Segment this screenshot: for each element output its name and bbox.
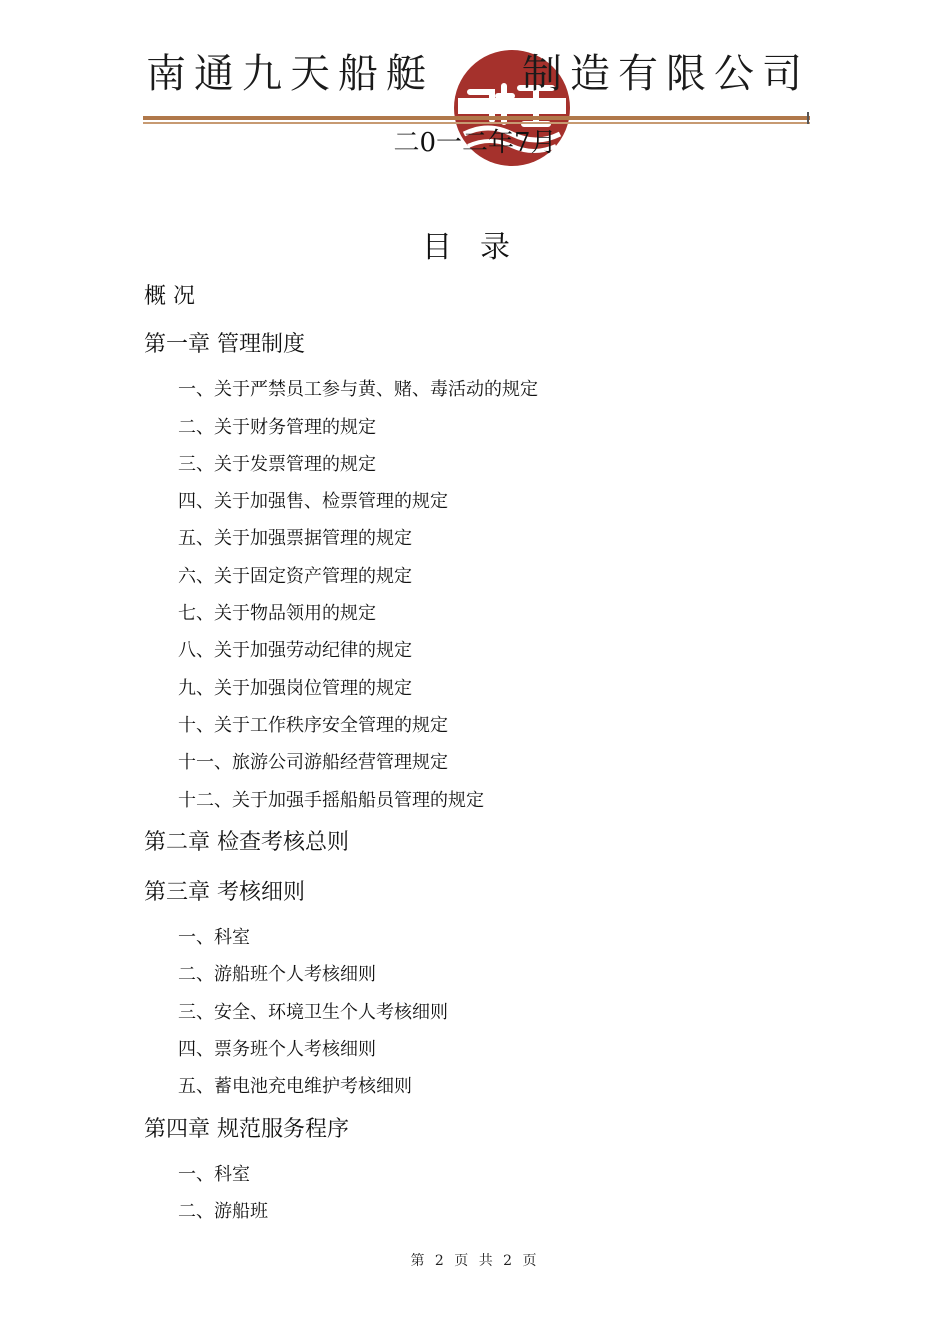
toc-entry: 第四章 规范服务程序 [144, 1117, 349, 1142]
toc-entry: 十一、旅游公司游船经营管理规定 [178, 752, 448, 773]
toc-entry: 第一章 管理制度 [144, 332, 305, 357]
toc-entry: 二、游船班 [178, 1201, 268, 1222]
toc-entry: 五、蓄电池充电维护考核细则 [178, 1076, 412, 1097]
header-rule-end [807, 112, 809, 124]
toc-entry: 七、关于物品领用的规定 [178, 603, 376, 624]
toc-entry: 一、关于严禁员工参与黄、赌、毒活动的规定 [178, 379, 538, 400]
toc-title: 目录 [422, 230, 538, 265]
header-rule-thin [143, 122, 810, 124]
toc-entry: 二、关于财务管理的规定 [178, 417, 376, 438]
toc-entry: 九、关于加强岗位管理的规定 [178, 678, 412, 699]
page-footer: 第 2 页 共 2 页 [410, 1253, 540, 1269]
toc-entry: 四、票务班个人考核细则 [178, 1039, 376, 1060]
toc-entry: 一、科室 [178, 1164, 250, 1185]
toc-entry: 十二、关于加强手摇船船员管理的规定 [178, 790, 484, 811]
header-rule-thick [143, 116, 810, 120]
toc-entry: 十、关于工作秩序安全管理的规定 [178, 715, 448, 736]
toc-entry: 八、关于加强劳动纪律的规定 [178, 640, 412, 661]
toc-entry: 三、安全、环境卫生个人考核细则 [178, 1002, 448, 1023]
toc-entry: 概 况 [144, 284, 195, 309]
toc-entry: 四、关于加强售、检票管理的规定 [178, 491, 448, 512]
company-name-left: 南通九天船艇 [146, 51, 434, 97]
toc-entry: 六、关于固定资产管理的规定 [178, 566, 412, 587]
toc-entry: 第二章 检查考核总则 [144, 830, 349, 855]
toc-entry: 第三章 考核细则 [144, 880, 305, 905]
toc-entry: 五、关于加强票据管理的规定 [178, 528, 412, 549]
toc-entry: 三、关于发票管理的规定 [178, 454, 376, 475]
toc-entry: 一、科室 [178, 927, 250, 948]
company-name-right: 制造有限公司 [522, 51, 810, 97]
document-date: 二0一二年7月 [393, 128, 557, 158]
toc-entry: 二、游船班个人考核细则 [178, 964, 376, 985]
